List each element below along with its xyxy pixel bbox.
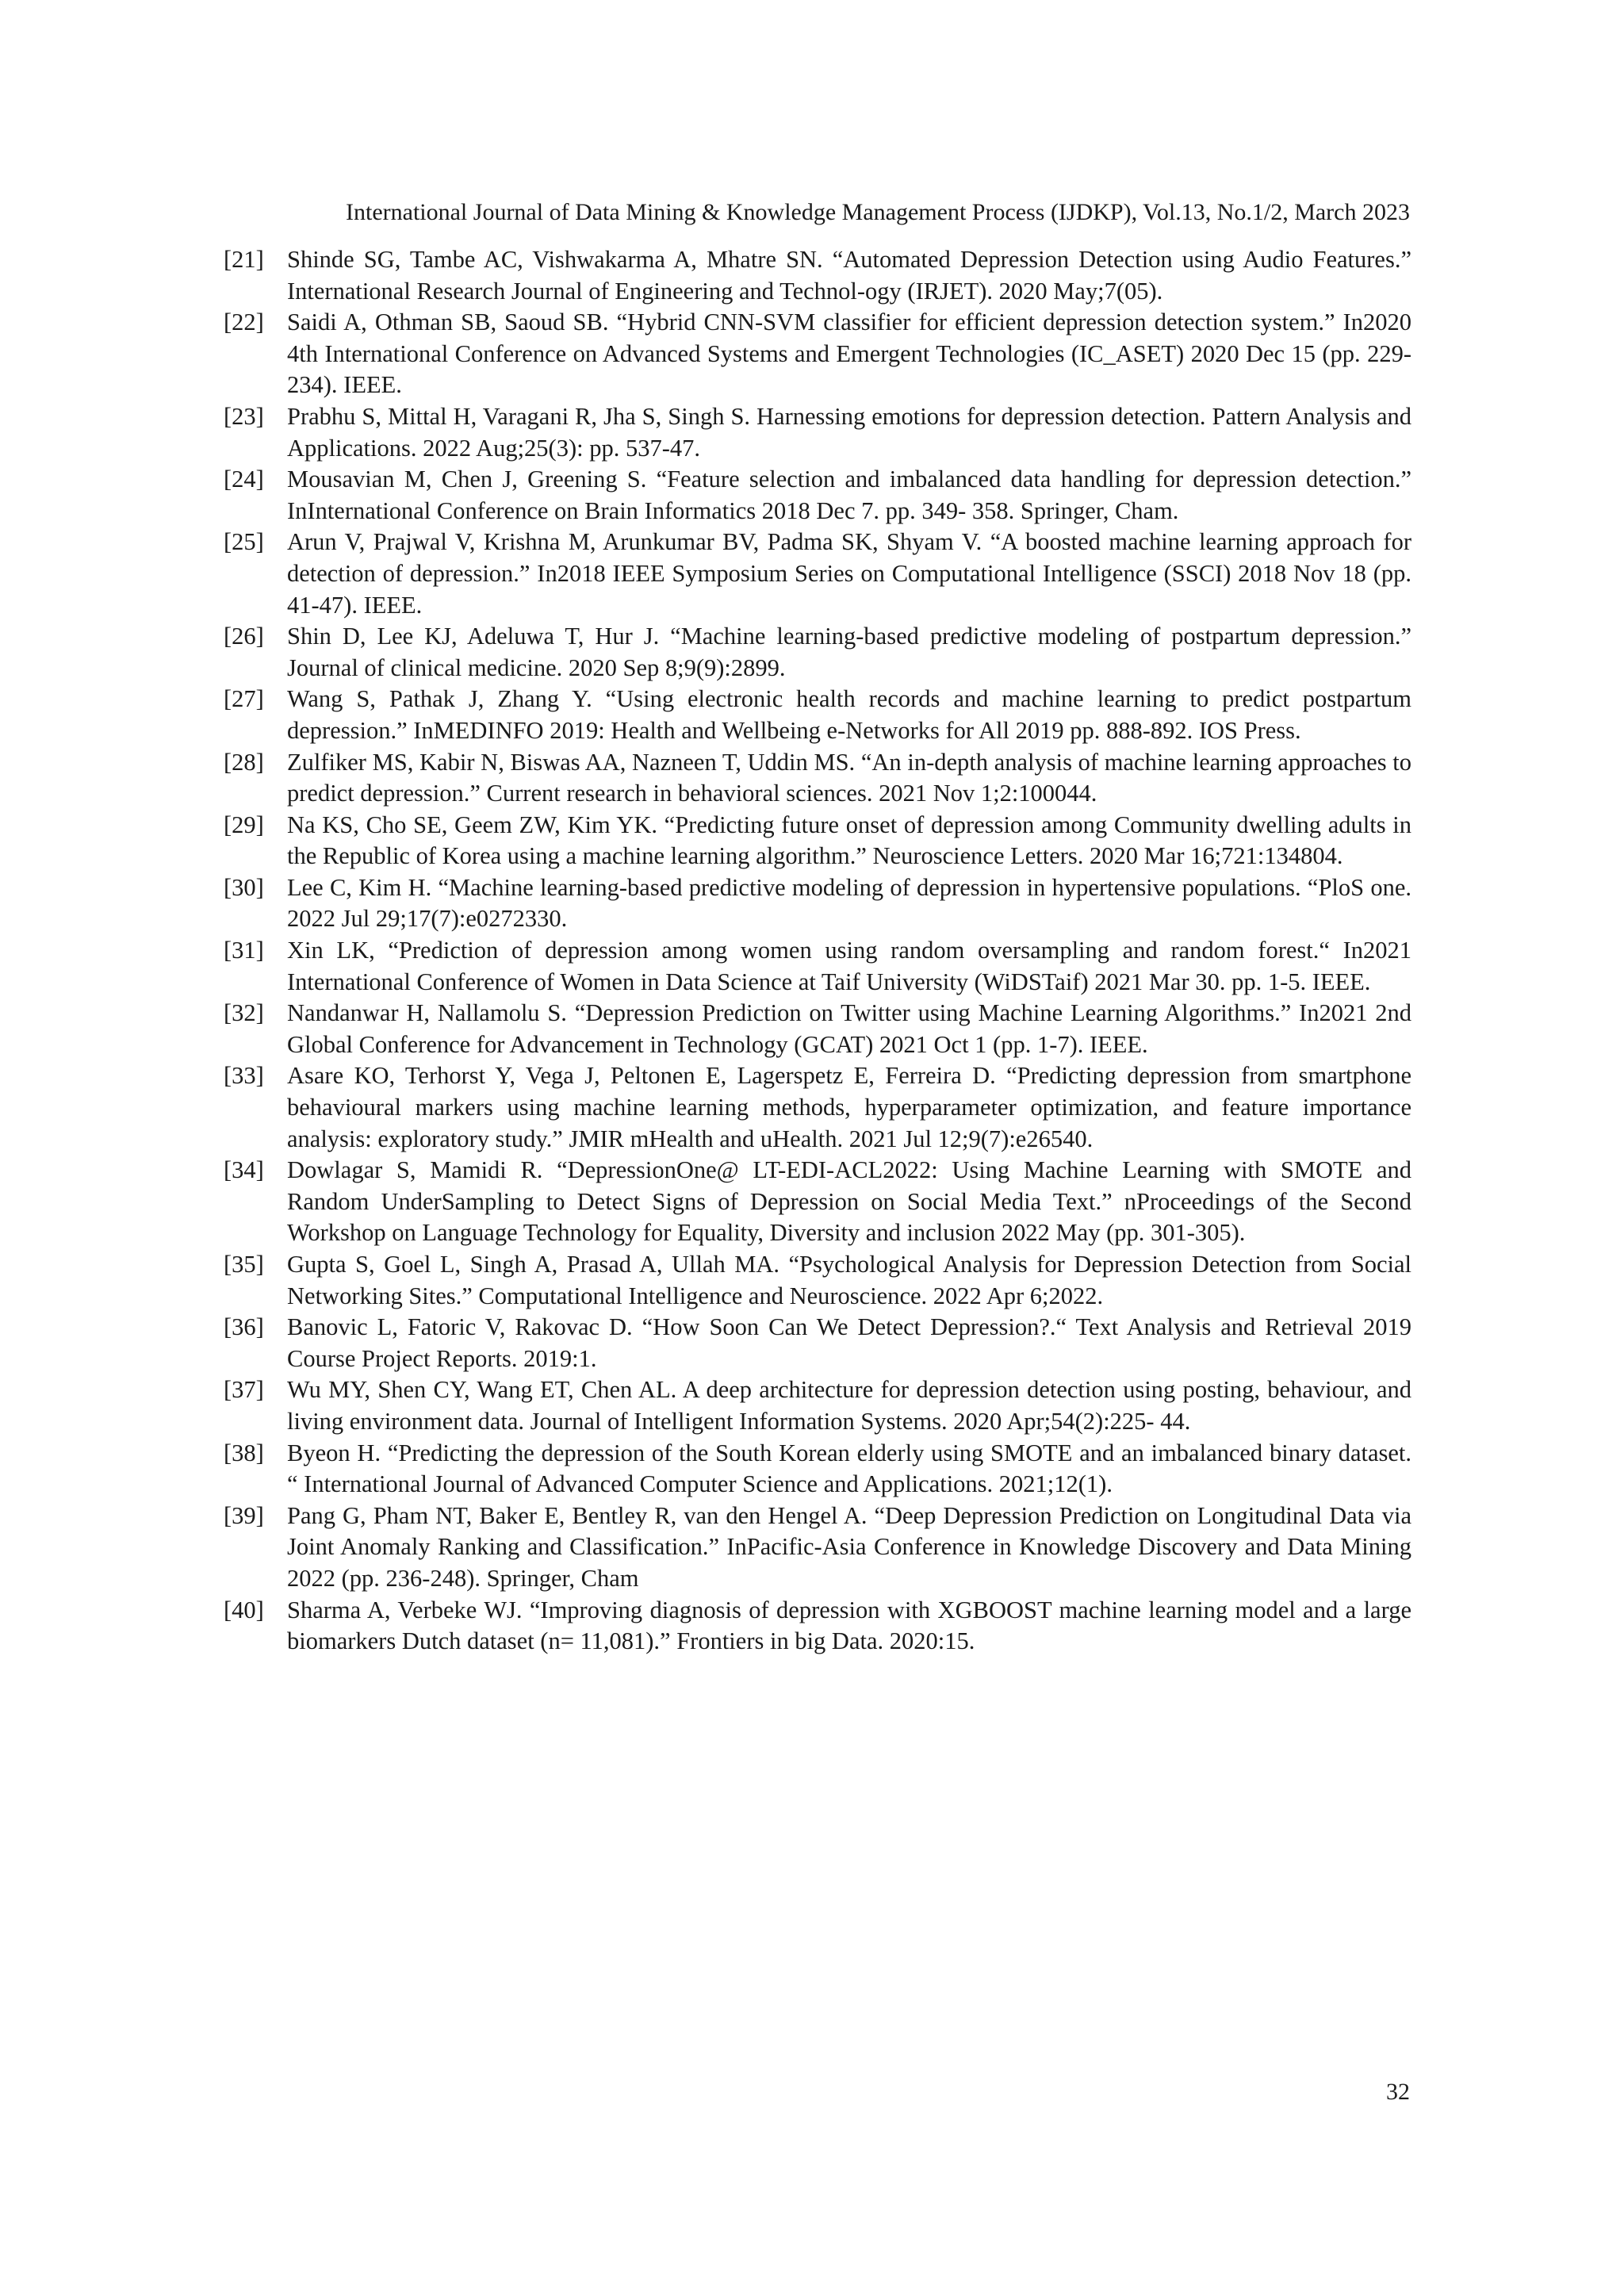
reference-text: Xin LK, “Prediction of depression among women using random oversampling and random forest.“ In2021 International Conference of Women in Data Science at Taif University (WiDSTaif) 2021 Mar 30. pp. 1-5. IEEE. xyxy=(287,937,1411,995)
reference-item xyxy=(224,621,1411,684)
reference-number: [29] xyxy=(224,811,264,838)
reference-text: Prabhu S, Mittal H, Varagani R, Jha S, Singh S. Harnessing emotions for depression detection. Pattern Analysis and Applications. 2022 Aug;25(3): pp. 537-47. xyxy=(287,402,1411,462)
running-header: International Journal of Data Mining & Knowledge Management Process (IJDKP), Vol.13, No.1/2, March 2023 xyxy=(346,199,1410,225)
reference-number: [32] xyxy=(224,999,264,1027)
reference-item xyxy=(224,1374,1411,1437)
reference-item xyxy=(224,684,1411,746)
reference-number: [21] xyxy=(224,246,264,273)
reference-text: Banovic L, Fatoric V, Rakovac D. “How Soon Can We Detect Depression?.“ Text Analysis and Retrieval 2019 Course Project Reports. 2019:1. xyxy=(287,1313,1411,1372)
reference-text: Zulfiker MS, Kabir N, Biswas AA, Nazneen T, Uddin MS. “An in-depth analysis of machine learning approaches to predict depression.” Current research in behavioral sciences. 2021 Nov 1;2:100044. xyxy=(287,748,1411,807)
reference-number: [33] xyxy=(224,1062,264,1090)
reference-item xyxy=(224,872,1411,935)
reference-text: Arun V, Prajwal V, Krishna M, Arunkumar BV, Padma SK, Shyam V. “A boosted machine learning approach for detection of depression.” In2018 IEEE Symposium Series on Computational Intelligence (SSCI) 2018 Nov 18 (pp. 41-47). IEEE. xyxy=(287,528,1411,619)
reference-number: [36] xyxy=(224,1313,264,1341)
reference-item xyxy=(224,1155,1411,1249)
reference-item xyxy=(224,1312,1411,1374)
reference-text: Nandanwar H, Nallamolu S. “Depression Prediction on Twitter using Machine Learning Algorithms.” In2021 2nd Global Conference for Advancement in Technology (GCAT) 2021 Oct 1 (pp. 1-7). IEEE. xyxy=(287,999,1411,1058)
reference-item xyxy=(224,1249,1411,1312)
reference-text: Asare KO, Terhorst Y, Vega J, Peltonen E, Lagerspetz E, Ferreira D. “Predicting depression from smartphone behavioural markers using machine learning methods, hyperparameter optimization, and feature importance analysis: exploratory study.” JMIR mHealth and uHealth. 2021 Jul 12;9(7):e26540. xyxy=(287,1062,1411,1152)
reference-item xyxy=(224,527,1411,621)
reference-text: Na KS, Cho SE, Geem ZW, Kim YK. “Predicting future onset of depression among Community dwelling adults in the Republic of Korea using a machine learning algorithm.” Neuroscience Letters. 2020 Mar 16;721:134804. xyxy=(287,811,1411,870)
reference-item xyxy=(224,1501,1411,1595)
reference-number: [37] xyxy=(224,1376,264,1404)
reference-number: [34] xyxy=(224,1156,264,1184)
reference-text: Byeon H. “Predicting the depression of the South Korean elderly using SMOTE and an imbalanced binary dataset. “ International Journal of Advanced Computer Science and Applications. 2021;12(1). xyxy=(287,1439,1411,1498)
reference-number: [38] xyxy=(224,1439,264,1466)
reference-text: Pang G, Pham NT, Baker E, Bentley R, van den Hengel A. “Deep Depression Prediction on Longitudinal Data via Joint Anomaly Ranking and Classification.” InPacific-Asia Conference in Knowledge Discovery and Data Mining 2022 (pp. 236-248). Springer, Cham xyxy=(287,1501,1411,1592)
reference-number: [24] xyxy=(224,466,264,493)
reference-item xyxy=(224,401,1411,464)
reference-text: Saidi A, Othman SB, Saoud SB. “Hybrid CNN-SVM classifier for efficient depression detection system.” In2020 4th International Conference on Advanced Systems and Emergent Technologies (IC_ASET) 2020 Dec 15 (pp. 229-234). IEEE. xyxy=(287,309,1411,399)
reference-item xyxy=(224,810,1411,872)
reference-item xyxy=(224,1595,1411,1658)
reference-item xyxy=(224,1060,1411,1155)
reference-text: Dowlagar S, Mamidi R. “DepressionOne@ LT-EDI-ACL2022: Using Machine Learning with SMOTE and Random UnderSampling to Detect Signs of Depression on Social Media Text.” nProceedings of the Second Workshop on Language Technology for Equality, Diversity and inclusion 2022 May (pp. 301-305). xyxy=(287,1156,1411,1247)
reference-number: [35] xyxy=(224,1251,264,1278)
reference-item xyxy=(224,747,1411,810)
reference-number: [28] xyxy=(224,748,264,776)
reference-text: Wu MY, Shen CY, Wang ET, Chen AL. A deep architecture for depression detection using posting, behaviour, and living environment data. Journal of Intelligent Information Systems. 2020 Apr;54(2):225- 44. xyxy=(287,1376,1411,1435)
reference-item xyxy=(224,464,1411,527)
reference-text: Gupta S, Goel L, Singh A, Prasad A, Ullah MA. “Psychological Analysis for Depression Detection from Social Networking Sites.” Computational Intelligence and Neuroscience. 2022 Apr 6;2022. xyxy=(287,1251,1411,1309)
reference-item xyxy=(224,998,1411,1060)
reference-item xyxy=(224,307,1411,401)
page-number: 32 xyxy=(1386,2079,1410,2105)
reference-number: [31] xyxy=(224,937,264,964)
reference-list xyxy=(224,244,1411,1658)
reference-item xyxy=(224,1438,1411,1501)
reference-number: [26] xyxy=(224,623,264,650)
reference-text: Mousavian M, Chen J, Greening S. “Feature selection and imbalanced data handling for depression detection.” InInternational Conference on Brain Informatics 2018 Dec 7. pp. 349- 358. Springer, Cham. xyxy=(287,466,1411,524)
reference-text: Wang S, Pathak J, Zhang Y. “Using electronic health records and machine learning to predict postpartum depression.” InMEDINFO 2019: Health and Wellbeing e-Networks for All 2019 pp. 888-892. IOS Press. xyxy=(287,685,1411,744)
reference-text: Shin D, Lee KJ, Adeluwa T, Hur J. “Machine learning-based predictive modeling of postpartum depression.” Journal of clinical medicine. 2020 Sep 8;9(9):2899. xyxy=(287,623,1411,681)
reference-item xyxy=(224,935,1411,998)
reference-number: [40] xyxy=(224,1596,264,1623)
reference-number: [27] xyxy=(224,685,264,713)
reference-text: Lee C, Kim H. “Machine learning-based predictive modeling of depression in hypertensive populations. “PloS one. 2022 Jul 29;17(7):e0272330. xyxy=(287,873,1411,933)
reference-number: [22] xyxy=(224,309,264,336)
reference-number: [39] xyxy=(224,1501,264,1529)
reference-number: [30] xyxy=(224,873,264,901)
reference-text: Shinde SG, Tambe AC, Vishwakarma A, Mhatre SN. “Automated Depression Detection using Audio Features.” International Research Journal of Engineering and Technol-ogy (IRJET). 2020 May;7(05). xyxy=(287,246,1411,305)
reference-number: [25] xyxy=(224,528,264,556)
reference-text: Sharma A, Verbeke WJ. “Improving diagnosis of depression with XGBOOST machine learning model and a large biomarkers Dutch dataset (n= 11,081).” Frontiers in big Data. 2020:15. xyxy=(287,1596,1411,1655)
reference-item xyxy=(224,244,1411,307)
reference-number: [23] xyxy=(224,402,264,430)
